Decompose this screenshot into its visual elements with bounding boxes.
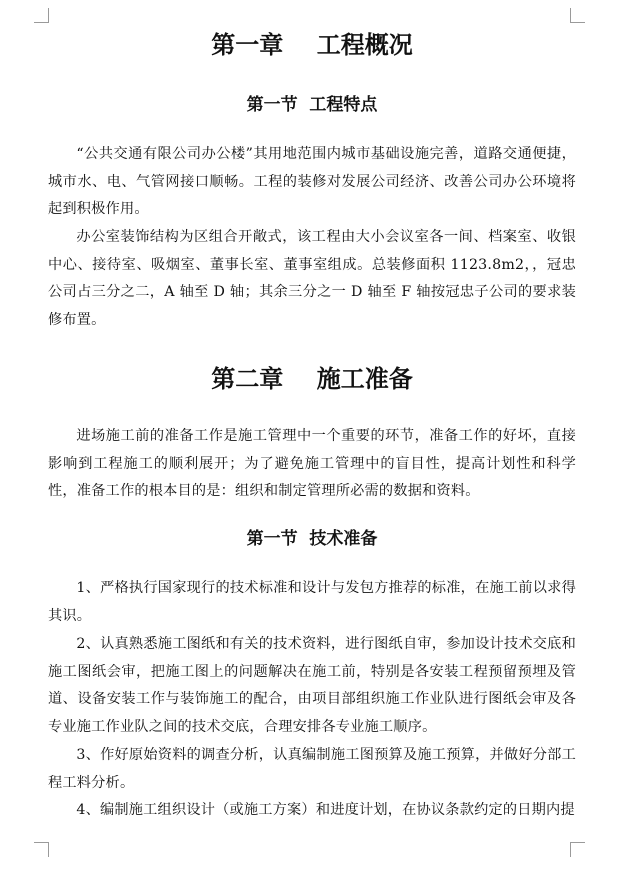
list-item-tech-4: 4、编制施工组织设计（或施工方案）和进度计划，在协议条款约定的日期内提 — [76, 802, 575, 818]
list-item-tech-2: 2、认真熟悉施工图纸和有关的技术资料，进行图纸自审，参加设计技术交底和施工图纸会审，把施工图上的问题解决在施工前，特别是各安装工程预留预埋及管道、设备安装工作与装饰施工的配合，由项目部组织施工作业队进行图纸会审及各专业施工作业队之间的技术交底，合理安排各专业施工顺序。 — [48, 636, 576, 735]
chapter-1-section-1-title: 第一节 工程特点 — [246, 95, 378, 115]
chapter-2-title: 第二章 施工准备 — [211, 365, 413, 393]
crop-mark-top-right — [570, 8, 585, 23]
paragraph-office-structure: 办公室装饰结构为区组合开敞式，该工程由大小会议室各一间、档案室、收银中心、接待室、吸烟室、董事长室、董事室组成。总装修面积 1123.8m2，，冠忠公司占三分之二，A 轴至 D 轴；其余三分之一 D 轴至 F 轴按冠忠子公司的要求装修布置。 — [48, 229, 576, 328]
crop-mark-bottom-left — [34, 842, 49, 857]
list-item-tech-3: 3、作好原始资料的调查分析，认真编制施工图预算及施工预算，并做好分部工程工料分析。 — [48, 747, 576, 791]
paragraph-project-intro: “公共交通有限公司办公楼”其用地范围内城市基础设施完善，道路交通便捷，城市水、电、气管网接口顺畅。工程的装修对发展公司经济、改善公司办公环境将起到积极作用。 — [48, 146, 576, 217]
list-item-tech-1: 1、严格执行国家现行的技术标准和设计与发包方推荐的标准，在施工前以求得其识。 — [48, 580, 576, 624]
paragraph-preparation-intro: 进场施工前的准备工作是施工管理中一个重要的环节，准备工作的好坏，直接影响到工程施工的顺利展开；为了避免施工管理中的盲目性，提高计划性和科学性，准备工作的根本目的是：组织和制定管理所必需的数据和资料。 — [48, 428, 576, 499]
chapter-2-section-1-title: 第一节 技术准备 — [246, 529, 378, 549]
crop-mark-bottom-right — [570, 842, 585, 857]
crop-mark-top-left — [34, 8, 49, 23]
chapter-1-title: 第一章 工程概况 — [211, 31, 413, 59]
